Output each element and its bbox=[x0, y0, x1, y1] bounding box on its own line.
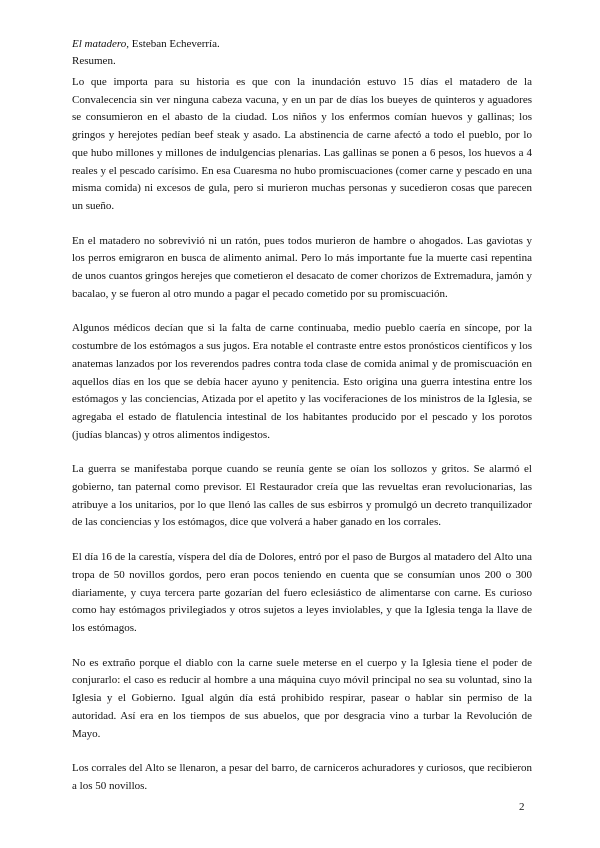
work-title: El matadero, bbox=[72, 38, 130, 50]
paragraph-4: La guerra se manifestaba porque cuando se reunía gente se oían los sollozos y gritos. Se alarmó el gobierno, tan paternal como previsor. El Restaurador creía que las revueltas eran revolucionarias, las atribuye a los unitarios, por lo que llenó las calles de sus esbirros y promulgó un decreto tranquilizador de las conciencias y los estómagos, dice que volverá a haber ganado en los corrales. bbox=[72, 463, 532, 529]
document-header bbox=[72, 36, 532, 53]
paragraph-3: Algunos médicos decían que si la falta de carne continuaba, medio pueblo caería en síncope, por la costumbre de los estómagos a sus jugos. Era notable el contraste entre estos pronósticos científicos y los anatemas lanzados por los reverendos padres contra toda clase de comida animal y de promiscuación en aquellos días en los que se debía hacer ayuno y penitencia. Esto origina una guerra intestina entre los estómagos y las conciencias, Atizada por el apetito y las vociferaciones de los ministros de la Iglesia, se agregaba el estado de flatulencia intestinal de los habitantes producido por el pescado y los porotos (judías blancas) y otros alimentos indigestos. bbox=[72, 322, 532, 441]
paragraph-5: El día 16 de la carestía, víspera del día de Dolores, entró por el paso de Burgos al matadero del Alto una tropa de 50 novillos gordos, pero eran pocos teniendo en cuenta que se consumían unos 200 o 300 diariamente, y cuya tercera parte gozarían del fuero eclesiástico de alimentarse con carne. Es curioso como hay estómagos privilegiados y otros sujetos a leyes inviolables, y que la Iglesia tenga la llave de los estómagos. bbox=[72, 551, 532, 634]
paragraph-6: No es extraño porque el diablo con la carne suele meterse en el cuerpo y la Iglesia tiene el poder de conjurarlo: el caso es reducir al hombre a una máquina cuyo móvil principal no sea su voluntad, sino la Iglesia y el Gobierno. Igual algún día está prohibido respirar, pasear o hablar sin permiso de la autoridad. Así era en los tiempos de sus abuelos, que por desgracia vino a turbar la Revolución de Mayo. bbox=[72, 656, 532, 740]
author-name: Esteban Echeverría. bbox=[129, 38, 220, 50]
paragraph-1: Lo que importa para su historia es que con la inundación estuvo 15 días el matadero de la Convalecencia sin ver ninguna cabeza vacuna, y en un par de días los bueyes de quinteros y aguadores se consumieron en el abasto de la ciudad. Los niños y los enfermos comían huevos y gallinas; los gringos y herejotes pedían beef steak y asado. La abstinencia de carne afectó a todo el pueblo, por lo que hubo millones y millones de indulgencias plenarias. Las gallinas se ponen a 6 pesos, los huevos a 4 reales y el pescado carísimo. En esa Cuaresma no hubo promiscuaciones (comer carne y pescado en una misma comida) ni excesos de gula, pero si murieron muchas personas y sucedieron cosas que parecen un sueño. bbox=[72, 76, 532, 212]
page-number: 2 bbox=[519, 801, 525, 813]
paragraph-2: En el matadero no sobrevivió ni un ratón, pues todos murieron de hambre o ahogados. Las gaviotas y los perros emigraron en busca de alimento animal. Pero lo más importante fue la muerte casi repentina de unos cuantos gringos herejes que cometieron el desacato de comer chorizos de Extremadura, jamón y bacalao, y se fueron al otro mundo a pagar el pecado cometido por su promiscuación. bbox=[72, 234, 532, 300]
document-page bbox=[72, 36, 532, 813]
paragraph-7: Los corrales del Alto se llenaron, a pesar del barro, de carniceros achuradores y curiosos, que recibieron a los 50 novillos. bbox=[72, 762, 532, 792]
section-label: Resumen. bbox=[72, 55, 116, 67]
